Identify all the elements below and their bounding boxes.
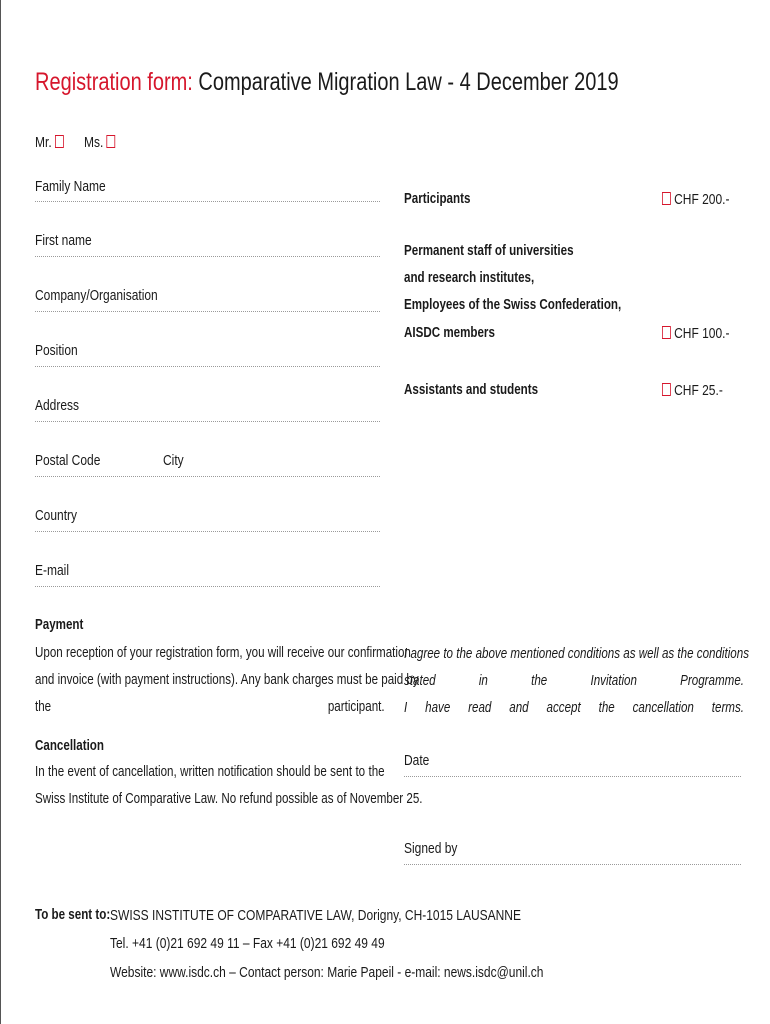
staff-checkbox[interactable] <box>662 326 671 339</box>
students-label: Assistants and students <box>404 382 539 398</box>
salutation-ms <box>84 134 123 151</box>
date-label: Date <box>404 752 430 769</box>
date-field[interactable] <box>404 776 741 777</box>
first-name-label: First name <box>35 232 92 249</box>
payment-line-1: Upon reception of your registration form, you will receive our confirmation <box>35 645 411 661</box>
staff-line-2: and research institutes, <box>404 270 535 286</box>
postal-city-field[interactable] <box>35 476 380 477</box>
cancellation-heading: Cancellation <box>35 738 104 754</box>
cancellation-line-1: In the event of cancellation, written notification should be sent to the <box>35 764 385 780</box>
mr-label: Mr. <box>35 134 52 151</box>
page-title <box>35 68 765 97</box>
company-label: Company/Organisation <box>35 287 158 304</box>
page-border <box>0 0 1 1024</box>
participants-price: CHF 200.- <box>662 191 746 208</box>
payment-line-3: the participant. <box>35 699 385 715</box>
agreement-text <box>404 641 749 722</box>
email-field[interactable] <box>35 586 380 587</box>
students-price: CHF 25.- <box>662 382 738 399</box>
cancellation-line-2: Swiss Institute of Comparative Law. No refund possible as of November 25. <box>35 791 423 807</box>
family-name-label: Family Name <box>35 178 106 195</box>
payment-line-2: and invoice (with payment instructions). Any bank charges must be paid by <box>35 672 419 688</box>
agreement-line-1: I agree to the above mentioned conditions as well as the conditions <box>404 646 749 662</box>
salutation-mr <box>35 134 71 151</box>
mr-checkbox[interactable] <box>55 135 64 148</box>
postal-code-label: Postal Code <box>35 452 101 469</box>
city-label: City <box>163 452 184 469</box>
address-field[interactable] <box>35 421 380 422</box>
footer-web: Website: www.isdc.ch – Contact person: Marie Papeil - e-mail: news.isdc@unil.ch <box>110 964 544 981</box>
country-field[interactable] <box>35 531 380 532</box>
staff-line-1: Permanent staff of universities <box>404 243 574 259</box>
participants-checkbox[interactable] <box>662 192 671 205</box>
footer-tel: Tel. +41 (0)21 692 49 11 – Fax +41 (0)21 692 49 49 <box>110 935 385 952</box>
staff-line-3: Employees of the Swiss Confederation, <box>404 297 622 313</box>
payment-heading: Payment <box>35 617 84 633</box>
ms-checkbox[interactable] <box>107 135 116 148</box>
cancellation-text <box>35 759 423 813</box>
first-name-field[interactable] <box>35 256 380 257</box>
staff-price: CHF 100.- <box>662 325 746 342</box>
staff-line-4: AISDC members <box>404 325 495 341</box>
email-label: E-mail <box>35 562 70 579</box>
family-name-field[interactable] <box>35 201 380 202</box>
company-field[interactable] <box>35 311 380 312</box>
footer-label: To be sent to: <box>35 907 111 923</box>
title-highlight: Registration form: <box>35 68 193 96</box>
title-rest: Comparative Migration Law - 4 December 2019 <box>192 68 619 96</box>
signed-by-label: Signed by <box>404 840 458 857</box>
country-label: Country <box>35 507 78 524</box>
payment-text <box>35 640 419 721</box>
footer-address: SWISS INSTITUTE OF COMPARATIVE LAW, Dorigny, CH-1015 LAUSANNE <box>110 907 521 924</box>
agreement-line-2: stated in the Invitation Programme. <box>404 673 744 689</box>
signature-field[interactable] <box>404 864 741 865</box>
participants-label: Participants <box>404 191 471 207</box>
position-label: Position <box>35 342 78 359</box>
address-label: Address <box>35 397 80 414</box>
accept-cancellation-text: I have read and accept the cancellation terms. <box>404 700 744 716</box>
position-field[interactable] <box>35 366 380 367</box>
ms-label: Ms. <box>84 134 104 151</box>
students-checkbox[interactable] <box>662 383 671 396</box>
